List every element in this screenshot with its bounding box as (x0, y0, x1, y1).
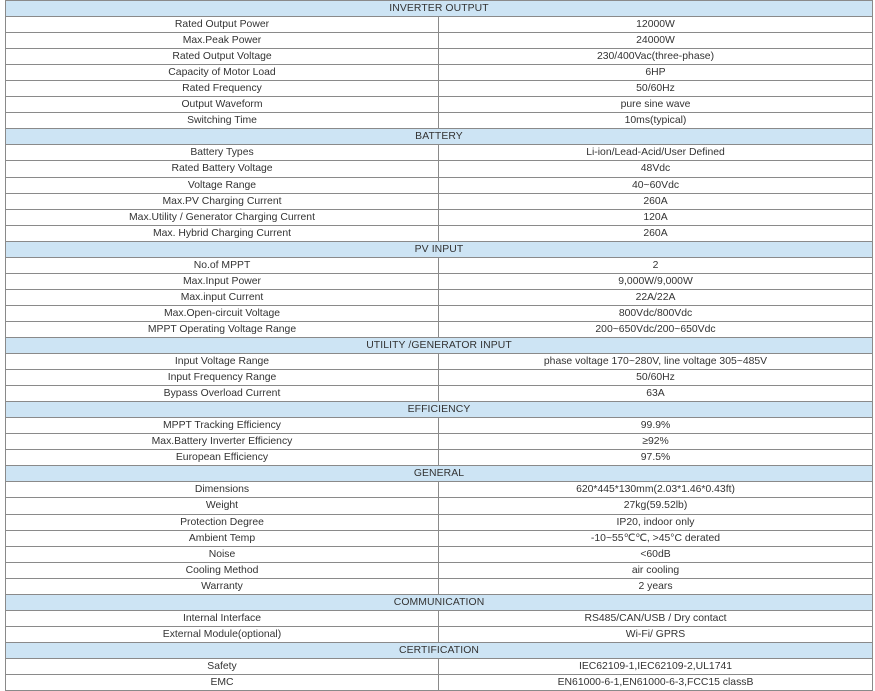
spec-row (6, 305, 873, 321)
section-title: COMMUNICATION (6, 594, 873, 610)
spec-label: Rated Output Power (6, 17, 439, 33)
spec-value: 260A (439, 193, 873, 209)
spec-row (6, 273, 873, 289)
spec-value: 6HP (439, 65, 873, 81)
spec-row (6, 49, 873, 65)
spec-value: 22A/22A (439, 289, 873, 305)
section-header-row (6, 241, 873, 257)
spec-label: Max.Peak Power (6, 33, 439, 49)
spec-label: Cooling Method (6, 562, 439, 578)
spec-row (6, 370, 873, 386)
spec-value: 48Vdc (439, 161, 873, 177)
spec-value: -10~55℃℃, >45°C derated (439, 530, 873, 546)
section-title: INVERTER OUTPUT (6, 1, 873, 17)
section-header-row (6, 642, 873, 658)
spec-value: 120A (439, 209, 873, 225)
spec-label: Output Waveform (6, 97, 439, 113)
section-title: PV INPUT (6, 241, 873, 257)
spec-value: 800Vdc/800Vdc (439, 305, 873, 321)
spec-row (6, 161, 873, 177)
spec-row (6, 17, 873, 33)
spec-value: ≥92% (439, 434, 873, 450)
spec-value: 9,000W/9,000W (439, 273, 873, 289)
spec-label: Weight (6, 498, 439, 514)
spec-value: 200~650Vdc/200~650Vdc (439, 321, 873, 337)
spec-row (6, 482, 873, 498)
section-title: BATTERY (6, 129, 873, 145)
spec-row (6, 209, 873, 225)
spec-value: 50/60Hz (439, 370, 873, 386)
section-header-row (6, 594, 873, 610)
section-title: EFFICIENCY (6, 402, 873, 418)
spec-row (6, 450, 873, 466)
spec-label: Noise (6, 546, 439, 562)
spec-value: air cooling (439, 562, 873, 578)
spec-value: 2 (439, 257, 873, 273)
spec-row (6, 81, 873, 97)
spec-row (6, 546, 873, 562)
spec-value: 230/400Vac(three-phase) (439, 49, 873, 65)
spec-label: Rated Battery Voltage (6, 161, 439, 177)
spec-value: 27kg(59.52lb) (439, 498, 873, 514)
spec-value: 99.9% (439, 418, 873, 434)
spec-label: Max.PV Charging Current (6, 193, 439, 209)
spec-label: Internal Interface (6, 610, 439, 626)
spec-value: Wi-Fi/ GPRS (439, 626, 873, 642)
spec-label: Max.Open-circuit Voltage (6, 305, 439, 321)
spec-row (6, 578, 873, 594)
spec-value: 2 years (439, 578, 873, 594)
spec-row (6, 418, 873, 434)
spec-label: Safety (6, 658, 439, 674)
spec-value: EN61000-6-1,EN61000-6-3,FCC15 classB (439, 674, 873, 690)
spec-value: 40~60Vdc (439, 177, 873, 193)
spec-row (6, 225, 873, 241)
spec-label: Bypass Overload Current (6, 386, 439, 402)
section-header-row (6, 402, 873, 418)
spec-value: 260A (439, 225, 873, 241)
spec-row (6, 33, 873, 49)
spec-row (6, 514, 873, 530)
spec-value: RS485/CAN/USB / Dry contact (439, 610, 873, 626)
spec-row (6, 658, 873, 674)
spec-row (6, 289, 873, 305)
spec-value: 12000W (439, 17, 873, 33)
spec-value: phase voltage 170~280V, line voltage 305~485V (439, 354, 873, 370)
spec-label: Max.Input Power (6, 273, 439, 289)
section-header-row (6, 337, 873, 353)
spec-value: 50/60Hz (439, 81, 873, 97)
spec-value: Li-ion/Lead-Acid/User Defined (439, 145, 873, 161)
spec-row (6, 65, 873, 81)
spec-label: Max.Battery Inverter Efficiency (6, 434, 439, 450)
spec-row (6, 626, 873, 642)
spec-value: 63A (439, 386, 873, 402)
spec-value: <60dB (439, 546, 873, 562)
spec-label: Voltage Range (6, 177, 439, 193)
spec-label: Max.Utility / Generator Charging Current (6, 209, 439, 225)
spec-row (6, 498, 873, 514)
spec-label: Battery Types (6, 145, 439, 161)
spec-value: pure sine wave (439, 97, 873, 113)
spec-row (6, 434, 873, 450)
spec-label: EMC (6, 674, 439, 690)
section-title: UTILITY /GENERATOR INPUT (6, 337, 873, 353)
spec-value: 24000W (439, 33, 873, 49)
spec-row (6, 321, 873, 337)
spec-row (6, 177, 873, 193)
spec-value: IP20, indoor only (439, 514, 873, 530)
spec-row (6, 113, 873, 129)
spec-row (6, 97, 873, 113)
spec-row (6, 562, 873, 578)
spec-row (6, 386, 873, 402)
spec-label: Ambient Temp (6, 530, 439, 546)
spec-label: Dimensions (6, 482, 439, 498)
spec-table (5, 0, 873, 691)
section-title: GENERAL (6, 466, 873, 482)
section-header-row (6, 466, 873, 482)
spec-table-body (6, 1, 873, 691)
spec-row (6, 610, 873, 626)
spec-value: 97.5% (439, 450, 873, 466)
spec-row (6, 530, 873, 546)
spec-label: Warranty (6, 578, 439, 594)
spec-row (6, 145, 873, 161)
spec-row (6, 674, 873, 690)
spec-value: IEC62109-1,IEC62109-2,UL1741 (439, 658, 873, 674)
section-header-row (6, 129, 873, 145)
spec-label: Protection Degree (6, 514, 439, 530)
spec-label: Capacity of Motor Load (6, 65, 439, 81)
spec-row (6, 354, 873, 370)
spec-label: Rated Output Voltage (6, 49, 439, 65)
spec-value: 620*445*130mm(2.03*1.46*0.43ft) (439, 482, 873, 498)
spec-label: Max.input Current (6, 289, 439, 305)
spec-label: External Module(optional) (6, 626, 439, 642)
spec-row (6, 257, 873, 273)
spec-label: No.of MPPT (6, 257, 439, 273)
spec-label: Input Frequency Range (6, 370, 439, 386)
spec-row (6, 193, 873, 209)
section-header-row (6, 1, 873, 17)
spec-label: Input Voltage Range (6, 354, 439, 370)
spec-label: MPPT Tracking Efficiency (6, 418, 439, 434)
spec-value: 10ms(typical) (439, 113, 873, 129)
spec-label: MPPT Operating Voltage Range (6, 321, 439, 337)
spec-label: Switching Time (6, 113, 439, 129)
spec-label: Rated Frequency (6, 81, 439, 97)
spec-label: European Efficiency (6, 450, 439, 466)
section-title: CERTIFICATION (6, 642, 873, 658)
spec-label: Max. Hybrid Charging Current (6, 225, 439, 241)
